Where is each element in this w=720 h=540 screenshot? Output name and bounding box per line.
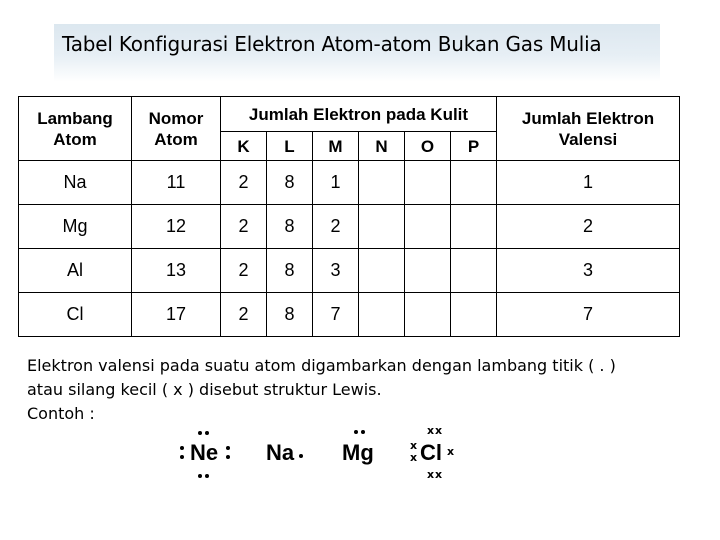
electron-dot-icon	[205, 431, 209, 435]
electron-cross-icon: x	[435, 468, 443, 481]
cell-shell-l: 8	[267, 205, 313, 249]
cell-shell-m: 7	[313, 293, 359, 337]
header-shell-p: P	[451, 132, 497, 161]
example-label: Contoh :	[27, 404, 95, 423]
cell-shell-p	[451, 293, 497, 337]
header-shell-n: N	[359, 132, 405, 161]
electron-cross-icon: x	[447, 445, 455, 458]
cell-shell-m: 2	[313, 205, 359, 249]
electron-configuration-table	[18, 96, 680, 337]
cell-symbol: Mg	[19, 205, 132, 249]
electron-cross-icon: x	[427, 424, 435, 437]
electron-dot-icon	[361, 430, 365, 434]
cell-symbol: Al	[19, 249, 132, 293]
electron-cross-icon: x	[427, 468, 435, 481]
electron-dot-icon	[198, 474, 202, 478]
cell-valence: 1	[497, 161, 680, 205]
electron-dot-icon	[180, 446, 184, 450]
cell-number: 13	[132, 249, 221, 293]
electron-dot-icon	[198, 431, 202, 435]
electron-dot-icon	[180, 455, 184, 459]
electron-cross-icon: x	[410, 439, 418, 452]
lewis-symbol-mg: Mg	[342, 440, 374, 465]
lewis-symbol-ne: Ne	[190, 440, 219, 465]
header-symbol: Lambang Atom	[19, 97, 132, 161]
cell-symbol: Na	[19, 161, 132, 205]
table-row	[19, 293, 680, 337]
cell-shell-m: 1	[313, 161, 359, 205]
electron-cross-icon: x	[435, 424, 443, 437]
cell-valence: 2	[497, 205, 680, 249]
cell-shell-n	[359, 249, 405, 293]
cell-valence: 7	[497, 293, 680, 337]
electron-cross-icon: x	[410, 451, 418, 464]
table-row	[19, 205, 680, 249]
electron-dot-icon	[354, 430, 358, 434]
electron-dot-icon	[226, 455, 230, 459]
header-shell-k: K	[221, 132, 267, 161]
header-valence: Jumlah Elektron Valensi	[497, 97, 680, 161]
cell-shell-n	[359, 161, 405, 205]
cell-symbol: Cl	[19, 293, 132, 337]
cell-shell-m: 3	[313, 249, 359, 293]
cell-shell-p	[451, 161, 497, 205]
electron-dot-icon	[226, 446, 230, 450]
cell-shell-p	[451, 205, 497, 249]
header-shell-l: L	[267, 132, 313, 161]
header-shell-o: O	[405, 132, 451, 161]
cell-shell-o	[405, 205, 451, 249]
cell-shell-p	[451, 249, 497, 293]
table-row	[19, 249, 680, 293]
table-row	[19, 161, 680, 205]
header-atomic-number: Nomor Atom	[132, 97, 221, 161]
lewis-symbol-na: Na	[266, 440, 295, 465]
lewis-explanation	[27, 354, 707, 426]
cell-valence: 3	[497, 249, 680, 293]
cell-shell-n	[359, 205, 405, 249]
cell-shell-o	[405, 249, 451, 293]
title-banner	[54, 24, 660, 82]
cell-shell-l: 8	[267, 249, 313, 293]
cell-shell-o	[405, 293, 451, 337]
cell-shell-l: 8	[267, 293, 313, 337]
cell-shell-o	[405, 161, 451, 205]
header-shells-group: Jumlah Elektron pada Kulit	[221, 97, 497, 132]
cell-shell-k: 2	[221, 293, 267, 337]
cell-shell-k: 2	[221, 161, 267, 205]
page-title: Tabel Konfigurasi Elektron Atom-atom Bukan Gas Mulia	[62, 32, 602, 56]
cell-number: 12	[132, 205, 221, 249]
lewis-symbol-cl: Cl	[420, 440, 442, 465]
cell-shell-k: 2	[221, 249, 267, 293]
explanation-line-1: Elektron valensi pada suatu atom digambarkan dengan lambang titik ( . )	[27, 356, 616, 375]
electron-dot-icon	[299, 454, 303, 458]
cell-shell-n	[359, 293, 405, 337]
cell-number: 11	[132, 161, 221, 205]
cell-shell-l: 8	[267, 161, 313, 205]
cell-number: 17	[132, 293, 221, 337]
header-shell-m: M	[313, 132, 359, 161]
explanation-line-2: atau silang kecil ( x ) disebut struktur Lewis.	[27, 380, 382, 399]
cell-shell-k: 2	[221, 205, 267, 249]
electron-dot-icon	[205, 474, 209, 478]
